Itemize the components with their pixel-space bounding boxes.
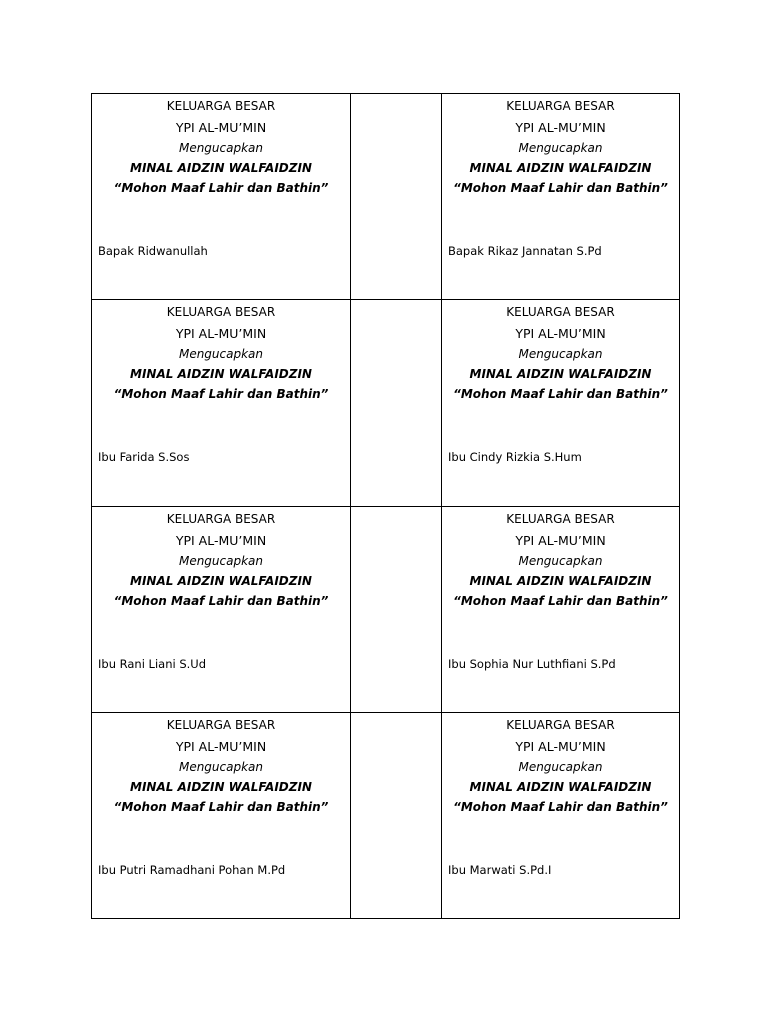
minal-aidzin-line: MINAL AIDZIN WALFAIDZIN bbox=[130, 367, 312, 382]
foundation-line: YPI AL-MU’MIN bbox=[515, 738, 606, 754]
mengucapkan-line: Mengucapkan bbox=[518, 553, 603, 568]
card-row bbox=[92, 94, 680, 300]
mohon-maaf-line: “Mohon Maaf Lahir dan Bathin” bbox=[113, 387, 329, 402]
mohon-maaf-line: “Mohon Maaf Lahir dan Bathin” bbox=[113, 593, 329, 608]
minal-aidzin-line: MINAL AIDZIN WALFAIDZIN bbox=[469, 367, 652, 382]
card-heading bbox=[92, 715, 350, 817]
recipient-name: Ibu Farida S.Sos bbox=[98, 450, 190, 465]
spacer-cell bbox=[351, 712, 442, 918]
family-line: KELUARGA BESAR bbox=[166, 511, 276, 526]
greeting-card bbox=[92, 300, 351, 506]
minal-aidzin-line: MINAL AIDZIN WALFAIDZIN bbox=[130, 573, 312, 588]
recipient-name: Ibu Cindy Rizkia S.Hum bbox=[448, 450, 582, 465]
mohon-maaf-line: “Mohon Maaf Lahir dan Bathin” bbox=[453, 799, 668, 814]
family-line: KELUARGA BESAR bbox=[506, 717, 615, 732]
greeting-card bbox=[92, 712, 351, 918]
card-row bbox=[92, 712, 680, 918]
mengucapkan-line: Mengucapkan bbox=[518, 759, 603, 774]
family-line: KELUARGA BESAR bbox=[166, 305, 276, 320]
minal-aidzin-line: MINAL AIDZIN WALFAIDZIN bbox=[469, 573, 652, 588]
greeting-card bbox=[442, 506, 680, 712]
mohon-maaf-line: “Mohon Maaf Lahir dan Bathin” bbox=[113, 181, 329, 195]
recipient-name: Bapak Rikaz Jannatan S.Pd bbox=[448, 244, 602, 258]
family-line: KELUARGA BESAR bbox=[506, 99, 615, 113]
family-line: KELUARGA BESAR bbox=[506, 305, 615, 320]
family-line: KELUARGA BESAR bbox=[506, 511, 615, 526]
mohon-maaf-line: “Mohon Maaf Lahir dan Bathin” bbox=[113, 799, 329, 814]
mengucapkan-line: Mengucapkan bbox=[178, 347, 264, 362]
foundation-line: YPI AL-MU’MIN bbox=[515, 120, 606, 135]
mengucapkan-line: Mengucapkan bbox=[178, 141, 264, 155]
minal-aidzin-line: MINAL AIDZIN WALFAIDZIN bbox=[469, 779, 652, 794]
greeting-card-table bbox=[91, 93, 680, 919]
family-line: KELUARGA BESAR bbox=[166, 717, 276, 732]
minal-aidzin-line: MINAL AIDZIN WALFAIDZIN bbox=[130, 161, 312, 175]
foundation-line: YPI AL-MU’MIN bbox=[515, 326, 606, 342]
mohon-maaf-line: “Mohon Maaf Lahir dan Bathin” bbox=[453, 181, 668, 195]
recipient-name: Ibu Rani Liani S.Ud bbox=[98, 656, 207, 671]
card-heading bbox=[442, 96, 679, 198]
foundation-line: YPI AL-MU’MIN bbox=[175, 532, 267, 548]
recipient-name: Ibu Sophia Nur Luthfiani S.Pd bbox=[448, 656, 616, 671]
greeting-card bbox=[442, 94, 680, 300]
card-heading bbox=[442, 715, 679, 817]
card-heading bbox=[442, 509, 679, 611]
mengucapkan-line: Mengucapkan bbox=[178, 759, 264, 774]
mohon-maaf-line: “Mohon Maaf Lahir dan Bathin” bbox=[453, 593, 668, 608]
card-heading bbox=[92, 509, 350, 611]
minal-aidzin-line: MINAL AIDZIN WALFAIDZIN bbox=[130, 779, 312, 794]
greeting-card bbox=[92, 506, 351, 712]
family-line: KELUARGA BESAR bbox=[166, 99, 276, 113]
spacer-cell bbox=[351, 506, 442, 712]
mohon-maaf-line: “Mohon Maaf Lahir dan Bathin” bbox=[453, 387, 668, 402]
minal-aidzin-line: MINAL AIDZIN WALFAIDZIN bbox=[469, 161, 652, 175]
recipient-name: Ibu Marwati S.Pd.I bbox=[448, 862, 552, 877]
greeting-card bbox=[442, 300, 680, 506]
card-heading bbox=[92, 96, 350, 198]
card-row bbox=[92, 300, 680, 506]
card-row bbox=[92, 506, 680, 712]
recipient-name: Bapak Ridwanullah bbox=[98, 244, 208, 258]
recipient-name: Ibu Putri Ramadhani Pohan M.Pd bbox=[98, 862, 286, 877]
card-heading bbox=[92, 302, 350, 404]
spacer-cell bbox=[351, 300, 442, 506]
mengucapkan-line: Mengucapkan bbox=[178, 553, 264, 568]
card-heading bbox=[442, 302, 679, 404]
foundation-line: YPI AL-MU’MIN bbox=[175, 326, 267, 342]
foundation-line: YPI AL-MU’MIN bbox=[175, 738, 267, 754]
mengucapkan-line: Mengucapkan bbox=[518, 141, 603, 155]
mengucapkan-line: Mengucapkan bbox=[518, 347, 603, 362]
foundation-line: YPI AL-MU’MIN bbox=[175, 120, 267, 135]
spacer-cell bbox=[351, 94, 442, 300]
foundation-line: YPI AL-MU’MIN bbox=[515, 532, 606, 548]
greeting-card bbox=[92, 94, 351, 300]
greeting-card bbox=[442, 712, 680, 918]
